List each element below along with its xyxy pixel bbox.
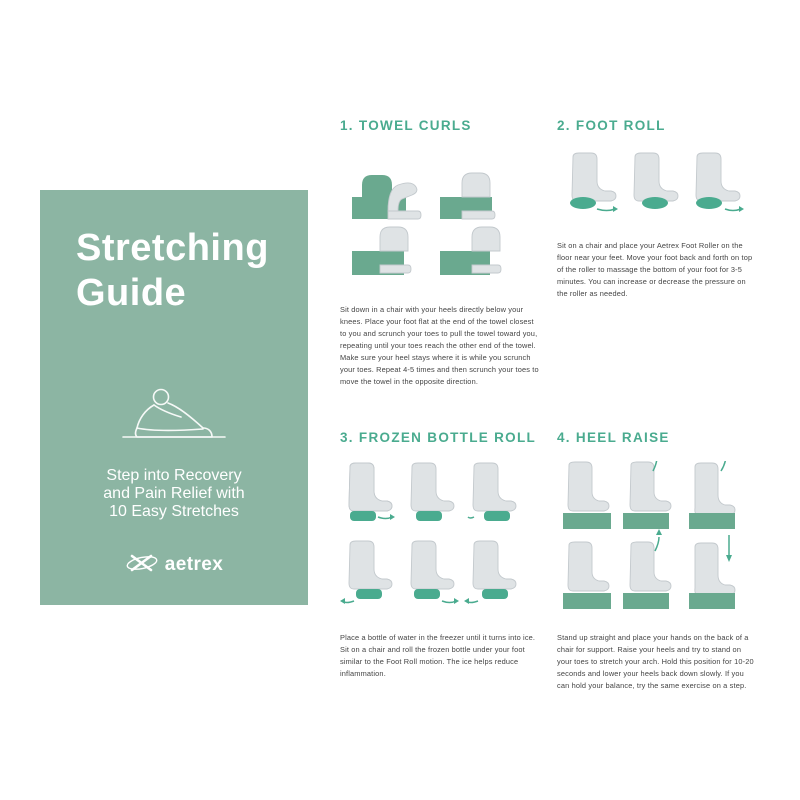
panel-1-title [340,118,540,133]
heel-raise-illustration [557,461,757,618]
panel-3-title [340,430,540,445]
cover-subtitle-line1: Step into Recovery [106,466,242,484]
panel-towel-curls [340,118,540,395]
panel-3-number: 3. [340,430,354,445]
panel-2-number: 2. [557,118,571,133]
panel-heel-raise [557,430,757,699]
panel-1-number: 1. [340,118,354,133]
panel-4-number: 4. [557,430,571,445]
cover-subtitle-line2: and Pain Relief with [103,484,245,502]
cover-title-line1: Stretching [76,227,269,269]
panel-frozen-bottle-roll [340,430,540,687]
foot-on-roller-illustration [557,149,757,230]
brand-name: aetrex [164,554,224,576]
panel-2-title [557,118,757,133]
cover-subtitle-line3: 10 Easy Stretches [109,502,239,520]
panel-4-body: Stand up straight and place your hands on the back of a chair for support. Raise your heels and try to stand on your toes to stretch your arch. Hold this position for 10-20 seconds and lower your heels back down slowly. If you can hold your balance, try the same exercise on a step. [557,633,754,690]
panel-1-label: TOWEL CURLS [358,118,472,133]
panel-1-body: Sit down in a chair with your heels directly below your knees. Place your foot flat at the end of the towel closest to you and scrunch your toes to pull the towel toward you, repeating until your toes reach the other end of the towel. Make sure your heel stays where it is while you scrunch your toes. Repeat 4-5 times and then scrunch your toes to move the towel in the opposite direction. [340,305,539,386]
panel-3-label: FROZEN BOTTLE ROLL [358,430,537,445]
panel-2-body: Sit on a chair and place your Aetrex Foot Roller on the floor near your feet. Move your foot back and forth on top of the roller to massage the bottom of your foot for 3-5 minutes. You can increase or decrease the pressure on the roller as needed. [557,241,753,298]
panel-foot-roll [557,118,757,307]
person-stretching-illustration [115,384,233,451]
panel-4-title [557,430,757,445]
page-title [64,226,284,316]
cover-title-line2: Guide [76,271,187,314]
foot-towel-curl-illustration [340,149,540,292]
aetrex-swoosh-icon [125,553,159,578]
panel-3-body: Place a bottle of water in the freezer until it turns into ice. Sit on a chair and roll the frozen bottle under your foot similar to the Foot Roll motion. The ice helps reduce inflammation. [340,633,536,678]
panel-4-label: HEEL RAISE [575,430,670,445]
panel-2-label: FOOT ROLL [575,118,666,133]
brand-logo [125,553,223,600]
cover-card [40,190,308,605]
foot-on-frozen-bottle-illustration [340,461,540,618]
